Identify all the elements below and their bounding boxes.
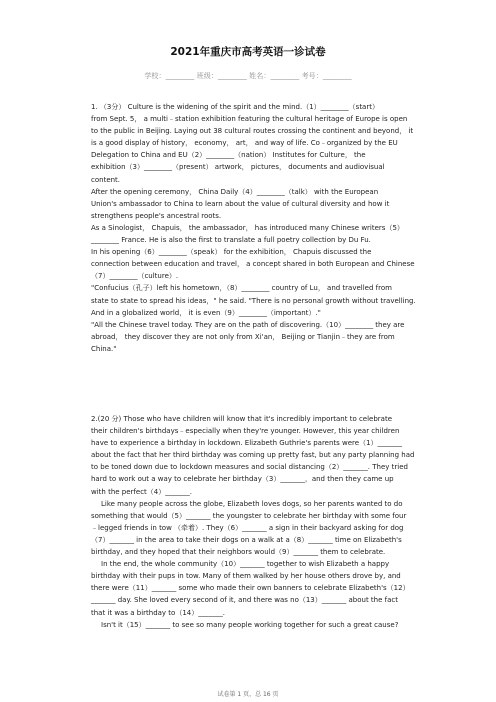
q1-line: to the public in Beijing. Laying out 38 cultural routes crossing the continent and beyond， it xyxy=(91,127,414,136)
q2-line: _______ day. She loved every second of it, and there was no（13）_______ about the fact xyxy=(91,596,398,605)
q1-line: As a Sinologist， Chapuis， the ambassador， has introduced many Chinese writers（5） xyxy=(91,223,404,232)
q2-line: Like many people across the globe, Elizabeth loves dogs, so her parents wanted to do xyxy=(101,499,403,508)
q1-line: from Sept. 5， a multi﹣station exhibition featuring the cultural heritage of Europe is open xyxy=(91,115,408,124)
q1-line: （7）________（culture）. xyxy=(91,272,179,281)
q2-line: with the perfect（4）_______. xyxy=(91,487,192,496)
q1-line: content. xyxy=(91,175,121,184)
q2-line: about the fact that her third birthday was coming up pretty fast, but any party planning had xyxy=(91,451,415,460)
q2-line: their children's birthdays﹣especially when they're younger. However, this year children xyxy=(91,427,400,436)
q2-line: that it was a birthday to（14）_______. xyxy=(91,608,225,617)
q1-line: After the opening ceremony， China Daily（4）________（talk） with the European xyxy=(91,187,379,196)
q2-line: something that would（5）_______ the youngster to celebrate her birthday with some four xyxy=(91,511,407,520)
q1-line: connection between education and travel， a concept shared in both European and Chinese xyxy=(91,260,415,269)
q2-line: there were（11）_______ some who made their own banners to celebrate Elizabeth's（12） xyxy=(91,584,410,593)
q2-line: 2.(20 分) Those who have children will know that it's incredibly important to celebrate xyxy=(91,415,393,423)
q1-line: Delegation to China and EU（2）________（nation） Institutes for Culture， the xyxy=(91,151,366,160)
q1-line: strengthens people's ancestral roots. xyxy=(91,211,222,220)
page-title: 2021年重庆市高考英语一诊试卷 xyxy=(170,46,326,58)
student-info-line: 学校：________ 班级：________ 姓名：________ 考号：________ xyxy=(144,72,352,80)
q1-line: exhibition（3）________（present） artwork， pictures， documents and audiovisual xyxy=(91,163,385,172)
q1-line: is a good display of history， economy， art， and way of life. Co﹣organized by the EU xyxy=(91,139,398,148)
q2-line: ﹣legged friends in tow （牵着）. They（6）_______ a sign in their backyard asking for dog xyxy=(91,523,404,532)
q1-line: "Confucius（孔子）left his hometown，（8）________ country of Lu， and travelled from xyxy=(91,284,392,293)
q2-line: to be toned down due to lockdown measures and social distancing（2）_______. They tried xyxy=(91,463,408,472)
q2-line: birthday, and they hoped that their neighbors would（9）_______ them to celebrate. xyxy=(91,548,386,557)
question-1 xyxy=(91,101,421,355)
q2-line: hard to work out a way to celebrate her birthday（3）_______，and then they came up xyxy=(91,475,394,484)
q2-line: have to experience a birthday in lockdown. Elizabeth Guthrie's parents were（1）_______ xyxy=(91,439,403,448)
q2-line: （7）_______ in the area to take their dogs on a walk at a（8）_______ time on Elizabeth's xyxy=(91,535,402,544)
q1-line: ________ France. He is also the first to translate a full poetry collection by Du Fu. xyxy=(91,236,371,245)
q1-line: And in a globalized world， it is even（9）________（important）." xyxy=(91,308,321,317)
q2-line: In the end, the whole community（10）_______ together to wish Elizabeth a happy xyxy=(101,560,390,569)
q1-line: China." xyxy=(91,344,117,353)
q1-line: "All the Chinese travel today. They are on the path of discovering.（10）________ they are xyxy=(91,320,405,329)
q1-line: state to state to spread his ideas，" he said. "There is no personal growth without travelling. xyxy=(91,296,416,305)
q2-line: birthday with their pups in tow. Many of them walked by her house others drove by, and xyxy=(91,572,401,581)
q1-line: 1. （3分） Culture is the widening of the spirit and the mind.（1）________（start） xyxy=(91,103,379,111)
q1-line: abroad， they discover they are not only from Xi'an， Beijing or Tianjin﹣they are from xyxy=(91,332,395,341)
q1-line: In his opening（6）________（speak） for the exhibition， Chapuis discussed the xyxy=(91,248,372,257)
q1-line: Union's ambassador to China to learn about the value of cultural diversity and how it xyxy=(91,199,390,208)
question-2 xyxy=(91,413,421,631)
page-footer: 试卷第 1 页，总 16 页 xyxy=(217,691,279,698)
q2-line: Isn't it（15）_______ to see so many people working together for such a great cause? xyxy=(101,620,399,629)
